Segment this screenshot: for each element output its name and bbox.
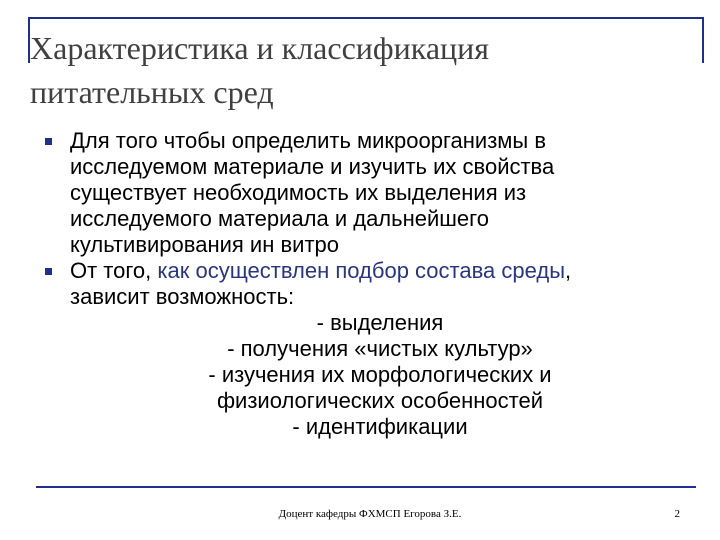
page-number: 2 xyxy=(674,508,680,520)
outcome-item: - получения «чистых культур» xyxy=(227,336,533,361)
bullet-2-accent-text: как осуществлен подбор состава среды xyxy=(157,258,566,283)
footer-divider xyxy=(36,486,696,488)
bullet-item-1 xyxy=(40,128,690,258)
bullet-1-line-1: Для того чтобы определить микроорганизмы в xyxy=(70,128,547,153)
bullet-1-line-3: существует необходимость их выделения из xyxy=(70,180,527,205)
bullet-2-text-start: От того, xyxy=(70,258,158,283)
slide-title xyxy=(30,26,690,114)
outcome-item: - выделения xyxy=(316,310,444,335)
footer-author: Доцент кафедры ФХМСП Егорова З.Е. xyxy=(278,508,462,520)
title-frame-top xyxy=(29,17,703,19)
outcome-item: - идентификации xyxy=(292,414,468,439)
title-frame-right xyxy=(702,17,704,63)
slide-content xyxy=(40,128,690,440)
slide-title-line-2: питательных сред xyxy=(30,74,274,110)
bullet-item-2 xyxy=(40,258,690,310)
bullet-2-line-2: зависит возможность: xyxy=(70,284,295,309)
outcome-item: физиологических особенностей xyxy=(216,388,544,413)
slide-title-line-1: Характеристика и классификация xyxy=(30,30,489,66)
bullet-1-line-4: исследуемого материала и дальнейшего xyxy=(70,206,489,231)
bullet-1-line-2: исследуемом материале и изучить их свойства xyxy=(70,154,555,179)
bullet-2-line-1 xyxy=(70,258,690,284)
bullet-1-line-5: культивирования ин витро xyxy=(70,232,339,257)
square-bullet-icon xyxy=(45,138,52,145)
outcome-item: - изучения их морфологических и xyxy=(208,362,552,387)
outcome-list xyxy=(40,310,690,440)
bullet-2-text-end: , xyxy=(565,258,572,283)
square-bullet-icon xyxy=(45,268,52,275)
